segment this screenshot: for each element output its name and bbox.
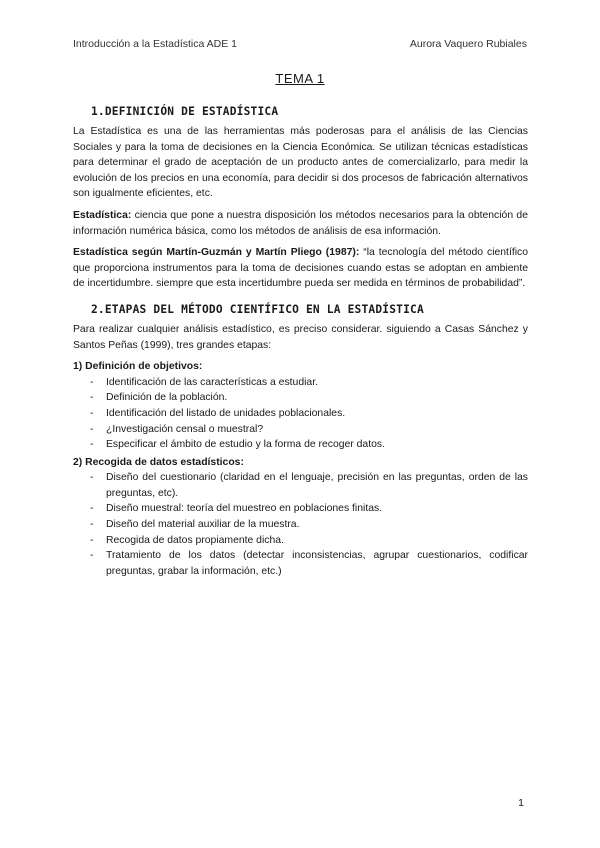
header-author: Aurora Vaquero Rubiales	[409, 38, 527, 50]
list-dash: -	[90, 503, 94, 515]
list-item-text: Tratamiento de los datos (detectar inconsistencias, agrupar cuestionarios, codificar preguntas, grabar la información, etc.)	[106, 550, 528, 577]
list-item-text: Identificación del listado de unidades poblacionales.	[106, 407, 346, 419]
list-item-text: Definición de la población.	[106, 392, 228, 404]
list-item	[73, 501, 528, 517]
list-dash: -	[90, 376, 94, 388]
list-item	[73, 437, 528, 453]
list-dash: -	[90, 519, 94, 531]
header-course-title: Introducción a la Estadística ADE 1	[73, 38, 238, 50]
definition-paragraph	[73, 208, 528, 239]
definition-label: Estadística:	[73, 209, 132, 221]
section-2-intro: Para realizar cualquier análisis estadístico, es preciso considerar. siguiendo a Casas Sánchez y Santos Peñas (1999), tres grandes etapas:	[73, 323, 528, 351]
section-1-paragraph: La Estadística es una de las herramientas más poderosas para el análisis de las Ciencias Sociales y para la toma de decisiones en la Ciencia Económica. Se utilizan técnicas estadísticas para determinar el grado de aceptación de un producto antes de comercializarlo, para medir la evolución de los precios en una economía, para decidir si dos procesos de fabricación alternativos son igualmente eficientes, etc.	[73, 126, 528, 200]
quote-label: Estadística según Martín-Guzmán y Martín Pliego (1987):	[73, 247, 360, 259]
section-2-heading: 2.ETAPAS DEL MÉTODO CIENTÍFICO EN LA ESTADÍSTICA	[91, 302, 424, 316]
list-dash: -	[90, 534, 94, 546]
list-item-text: Diseño muestral: teoría del muestreo en poblaciones finitas.	[106, 503, 383, 515]
list-item-text: Especificar el ámbito de estudio y la forma de recoger datos.	[106, 439, 385, 451]
list-dash: -	[90, 472, 94, 484]
group-1-list	[73, 375, 528, 453]
group-2-title: 2) Recogida de datos estadísticos:	[73, 456, 244, 468]
list-item-text: Diseño del material auxiliar de la muestra.	[106, 519, 300, 531]
list-dash: -	[90, 423, 94, 435]
list-item	[73, 533, 528, 549]
quote-text: “la tecnología del método científico que proporciona instrumentos para la toma de decisiones cuando estas se adoptan en ambiente de incertidumbre. siempre que esta incertidumbre pueda ser medida en términos de probabilidad”.	[73, 247, 528, 290]
quote-paragraph	[73, 245, 528, 292]
list-dash: -	[90, 439, 94, 451]
section-1-heading: 1.DEFINICIÓN DE ESTADÍSTICA	[91, 105, 279, 118]
list-dash: -	[90, 392, 94, 404]
list-dash: -	[90, 550, 94, 562]
list-item	[73, 548, 528, 579]
list-dash: -	[90, 407, 94, 419]
definition-text: ciencia que pone a nuestra disposición los métodos necesarios para la obtención de información numérica básica, como los métodos de análisis de esa información.	[73, 209, 528, 237]
page-title: TEMA 1	[275, 71, 325, 86]
group-1-title: 1) Definición de objetivos:	[73, 361, 203, 373]
page-content	[73, 104, 528, 579]
list-item	[73, 390, 528, 406]
group-2-list	[73, 470, 528, 579]
page-header	[73, 38, 527, 52]
list-item-text: Recogida de datos propiamente dicha.	[106, 534, 284, 546]
list-item-text: Diseño del cuestionario (claridad en el lenguaje, precisión en las preguntas, orden de las preguntas, etc).	[106, 472, 528, 499]
list-item	[73, 406, 528, 422]
list-item-text: ¿Investigación censal o muestral?	[106, 423, 264, 435]
list-item	[73, 375, 528, 391]
list-item	[73, 470, 528, 501]
page-number: 1	[518, 797, 524, 809]
list-item	[73, 422, 528, 438]
list-item	[73, 517, 528, 533]
list-item-text: Identificación de las características a estudiar.	[106, 376, 318, 388]
